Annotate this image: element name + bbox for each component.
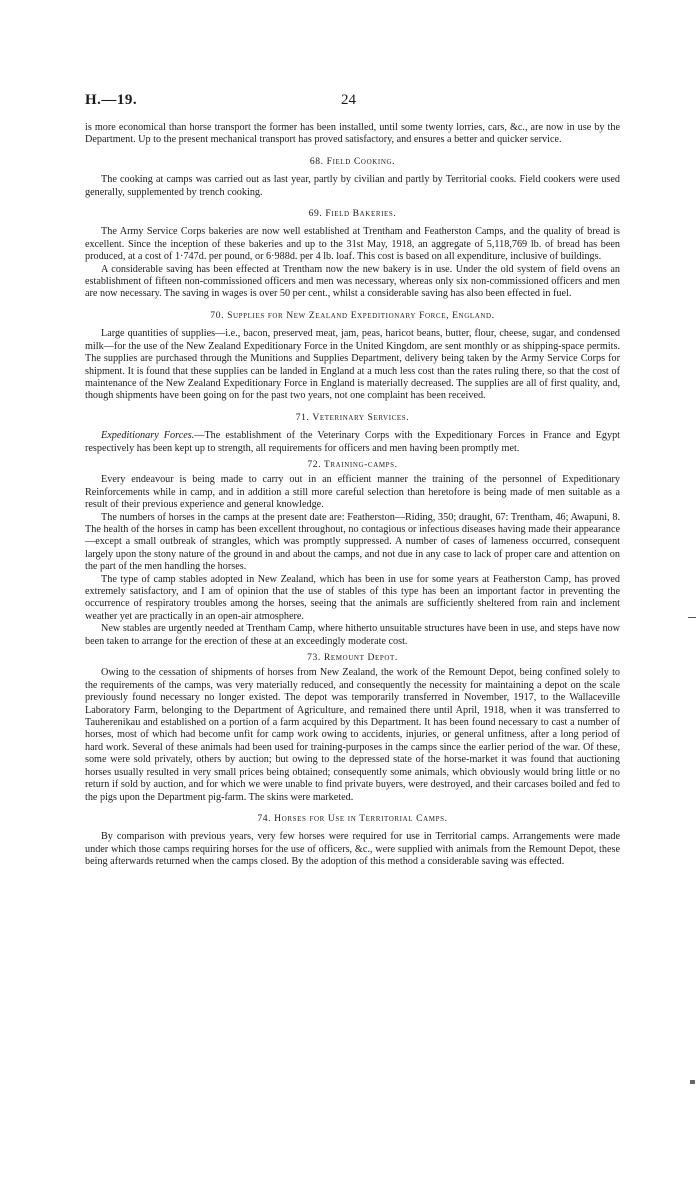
section-70-heading: 70. Supplies for New Zealand Expeditionary Force, England. bbox=[210, 309, 495, 321]
margin-dash-mark bbox=[688, 617, 696, 618]
section-73-paragraph: Owing to the cessation of shipments of horses from New Zealand, the work of the Remount Depot, being confined solely to the requirements of the camps, was very materially reduced, and consequently the necessity for maintaining a depot on the scale previously found necessary no longer existed. The depot was temporarily transferred in November, 1917, to the Wallaceville Laboratory Farm, belonging to the Department of Agriculture, and remained there until April, 1918, when it was transferred to Tauherenikau and established on a portion of a farm acquired by this Department. It has been found necessary to cast a number of horses, most of which had become unfit for camp work owing to accidents, injuries, or general unfitness, after a long period of hard work. Several of these animals had been used for training-purposes in the camps since the earlier period of the war. Of these, some were sold privately, others by auction; but owing to the depressed state of the horse-market it was found that auctioning horses usually resulted in very small prices being obtained; consequently some animals, which obviously would bring little or no return if sold by auction, and for which we were unable to find private buyers, were destroyed, and their carcases boiled and fed to the pigs upon the Department pig-farm. The skins were marketed. bbox=[85, 667, 620, 803]
section-71-heading: 71. Veterinary Services. bbox=[295, 411, 410, 423]
page-number: 24 bbox=[341, 92, 356, 108]
page-header bbox=[85, 92, 620, 112]
section-71-paragraph bbox=[85, 430, 620, 455]
page-body bbox=[85, 122, 620, 869]
margin-speck-mark bbox=[690, 1080, 695, 1084]
section-70-paragraph: Large quantities of supplies—i.e., bacon, preserved meat, jam, peas, haricot beans, butter, flour, cheese, sugar, and condensed milk—for the use of the New Zealand Expeditionary Force in the United Kingdom, are sent monthly or as shipping-space permits. The supplies are purchased through the Munitions and Supplies Department, delivery being taken by the Army Service Corps for shipment. It is found that these supplies can be landed in England at a much less cost than the rates ruling there, so that the cost of maintenance of the New Zealand Expeditionary Force in England is materially decreased. The supplies are all of first quality, and, though shipments have been going on for the past two years, not one complaint has been received. bbox=[85, 328, 620, 402]
section-72-paragraph-1: Every endeavour is being made to carry out in an efficient manner the training of the personnel of Expeditionary Reinforcements while in camp, and in addition a still more careful selection than heretofore is being made of men suitable as a result of their previous experience and general knowledge. bbox=[85, 474, 620, 511]
section-69-paragraph-1: The Army Service Corps bakeries are now well established at Trentham and Featherston Camps, and the quality of bread is excellent. Since the inception of these bakeries and up to the 31st May, 1918, an aggregate of 5,118,769 lb. of bread has been produced, at a cost of 1·747d. per pound, or 6·988d. per 4 lb. loaf. This cost is based on all expenditure, inclusive of buildings. bbox=[85, 226, 620, 263]
section-73-heading: 73. Remount Depot. bbox=[307, 652, 398, 664]
section-71-lead: Expeditionary Forces. bbox=[101, 430, 195, 442]
section-72-paragraph-3: The type of camp stables adopted in New Zealand, which has been in use for some years at Featherston Camp, has proved extremely satisfactory, and I am of opinion that the use of stables of this type has been an important factor in preventing the occurrence of respiratory troubles among the horses, seeing that the animals are sufficiently sheltered from rain and inclement weather yet are practically in an open-air atmosphere. bbox=[85, 573, 620, 622]
section-71-text: —The establishment of the Veterinary Corps with the Expeditionary Forces in France and Egypt respectively has been kept up to strength, all requirements for officers and men having been promptly met. bbox=[85, 430, 620, 454]
section-72-paragraph-2: The numbers of horses in the camps at the present date are: Featherston—Riding, 350; draught, 67: Trentham, 46; Awapuni, 8. The health of the horses in camp has been excellent throughout, no contagious or infectious diseases having made their appearance—except a small outbreak of strangles, which was promptly suppressed. A number of cases of lameness occurred, consequent largely upon the stony nature of the ground in and about the camps, and not due in any case to lack of proper care and attention on the part of the men handling the horses. bbox=[85, 511, 620, 573]
intro-paragraph: is more economical than horse transport the former has been installed, until some twenty lorries, cars, &c., are now in use by the Department. Up to the present mechanical transport has proved satisfactory, and ensures a better and quicker service. bbox=[85, 122, 620, 146]
section-69-paragraph-2: A considerable saving has been effected at Trentham now the new bakery is in use. Under the old system of field ovens an establishment of fifteen non-commissioned officers and men was necessary, whereas only six non-commissioned officers and men are now necessary. The saving in wages is over 50 per cent., whilst a considerable saving has also been effected in fuel. bbox=[85, 263, 620, 300]
section-72-paragraph-4: New stables are urgently needed at Trentham Camp, where hitherto unsuitable structures have been in use, and steps have now been taken to arrange for the erection of these at an exceedingly moderate cost. bbox=[85, 623, 620, 647]
section-74-paragraph: By comparison with previous years, very few horses were required for use in Territorial camps. Arrangements were made under which those camps requiring horses for the use of officers, &c., were supplied with animals from the Remount Depot, these being afterwards returned when the camps closed. By the adoption of this method a considerable saving was effected. bbox=[85, 831, 620, 868]
section-68-paragraph: The cooking at camps was carried out as last year, partly by civilian and partly by Territorial cooks. Field cookers were used generally, supplemented by trench cooking. bbox=[85, 174, 620, 198]
section-72-heading: 72. Training-camps. bbox=[307, 458, 398, 470]
section-69-heading: 69. Field Bakeries. bbox=[308, 208, 397, 220]
document-reference: H.—19. bbox=[85, 92, 138, 108]
section-68-heading: 68. Field Cooking. bbox=[309, 155, 396, 167]
section-74-heading: 74. Horses for Use in Territorial Camps. bbox=[257, 812, 448, 824]
